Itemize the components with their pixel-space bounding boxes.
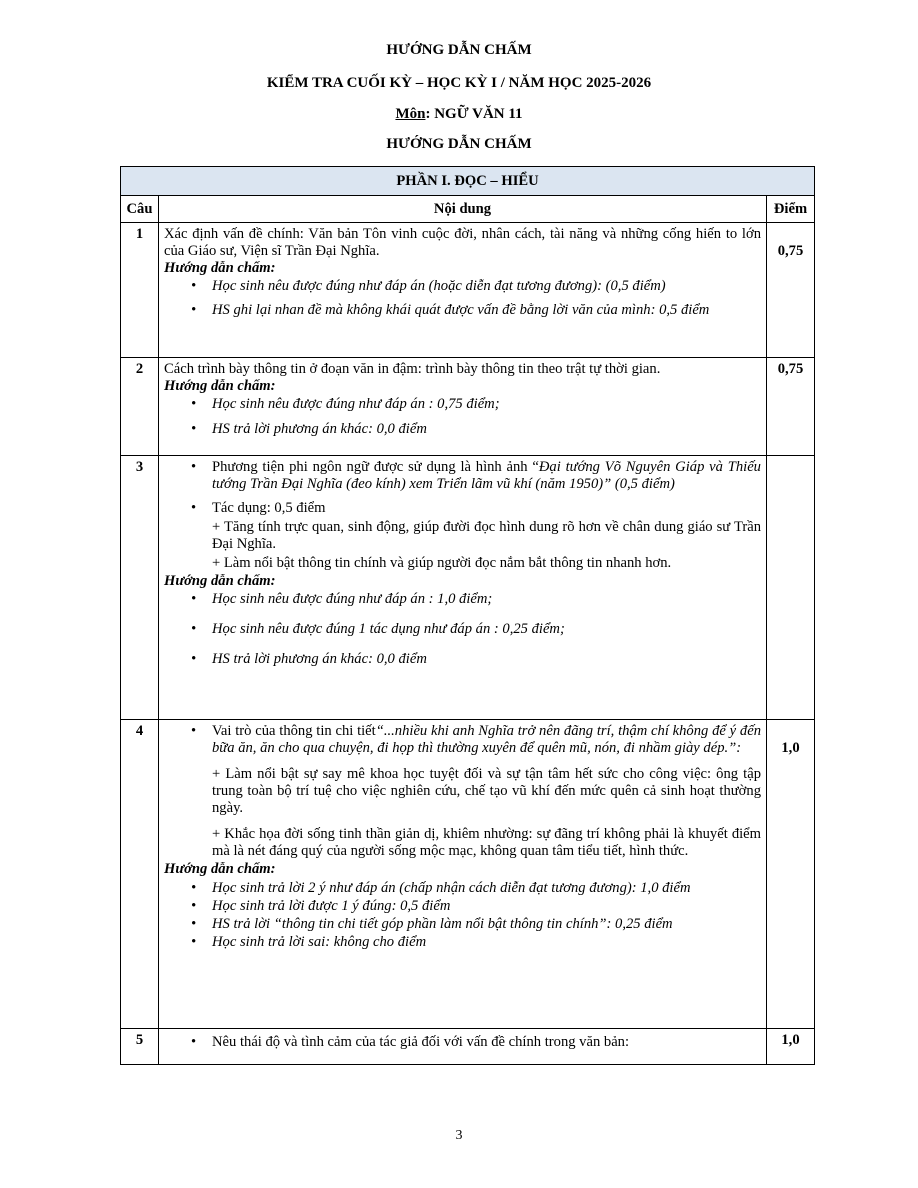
answer-bullet-italic: “...nhiều khi anh Nghĩa trở nên đãng trí, thậm chí không để ý đến bữa ăn, ăn cho qua chuyện, đi họp thì thường xuyên để quên mũ, nón, đi nhầm giày dép.”:	[212, 723, 761, 756]
answer-content	[159, 1029, 767, 1065]
col-header-score: Điểm	[767, 196, 815, 223]
section-title: PHẦN I. ĐỌC – HIỂU	[121, 167, 815, 196]
score-value: 0,75	[767, 223, 815, 358]
doc-heading: HƯỚNG DẪN CHẤM	[386, 136, 532, 152]
question-number: 4	[121, 720, 159, 1029]
question-number: 1	[121, 223, 159, 358]
subject-line	[0, 106, 918, 123]
answer-bullet: • Nêu thái độ và tình cảm của tác giả đối với vấn đề chính trong văn bản:	[164, 1034, 761, 1051]
guide-item: • HS trả lời “thông tin chi tiết góp phần làm nổi bật thông tin chính”: 0,25 điểm	[164, 916, 761, 933]
guide-item: • HS ghi lại nhan đề mà không khái quát được vấn đề bằng lời văn của mình: 0,5 điểm	[164, 302, 761, 319]
score-value: 0,75	[767, 358, 815, 456]
table-row	[121, 456, 815, 720]
answer-point: + Làm nổi bật sự say mê khoa học tuyệt đối và sự tận tâm hết sức cho công việc: ông tập trung toàn bộ trí tuệ cho việc nghiên cứu, chế tạo vũ khí đến mức quên cả sinh hoạt thường ngày.	[212, 766, 761, 816]
answer-bullet	[164, 723, 761, 757]
answer-bullet-text: Vai trò của thông tin chi tiết	[212, 723, 376, 739]
question-number: 2	[121, 358, 159, 456]
answer-content	[159, 720, 767, 1029]
table-row	[121, 358, 815, 456]
answer-bullet	[164, 459, 761, 493]
guide-item: • Học sinh nêu được đúng như đáp án : 1,0 điểm;	[164, 591, 761, 608]
grading-table	[120, 166, 815, 1065]
guide-item: • Học sinh trả lời sai: không cho điểm	[164, 934, 761, 951]
answer-point: + Tăng tính trực quan, sinh động, giúp đười đọc hình dung rõ hơn về chân dung giáo sư Trần Đại Nghĩa.	[212, 519, 761, 552]
subject-label: Môn	[395, 106, 426, 122]
guide-label: Hướng dẫn chấm:	[164, 378, 276, 394]
table-row	[121, 720, 815, 1029]
doc-subtitle: KIỂM TRA CUỐI KỲ – HỌC KỲ I / NĂM HỌC 2025-2026	[266, 75, 652, 91]
answer-bullet-italic: Đại tướng Võ Nguyên Giáp và Thiếu tướng Trần Đại Nghĩa (đeo kính) xem Triển lãm vũ khí (năm 1950)” (0,5 điểm)	[212, 459, 761, 492]
guide-label: Hướng dẫn chấm:	[164, 861, 276, 877]
answer-content	[159, 456, 767, 720]
guide-item: • HS trả lời phương án khác: 0,0 điểm	[164, 651, 761, 668]
col-header-content: Nội dung	[159, 196, 767, 223]
answer-content	[159, 223, 767, 358]
score-value	[767, 456, 815, 720]
guide-item: • Học sinh nêu được đúng 1 tác dụng như đáp án : 0,25 điểm;	[164, 621, 761, 638]
answer-bullet-text: Phương tiện phi ngôn ngữ được sử dụng là hình ảnh “	[212, 459, 539, 475]
answer-content	[159, 358, 767, 456]
guide-item: • Học sinh trả lời 2 ý như đáp án (chấp nhận cách diễn đạt tương đương): 1,0 điểm	[164, 880, 761, 897]
col-header-question: Câu	[121, 196, 159, 223]
score-value: 1,0	[767, 720, 815, 1029]
guide-item: • Học sinh nêu được đúng như đáp án (hoặc diễn đạt tương đương): (0,5 điểm)	[164, 278, 761, 295]
guide-label: Hướng dẫn chấm:	[164, 260, 276, 276]
answer-point: + Khắc họa đời sống tinh thần giản dị, khiêm nhường: sự đãng trí không phải là khuyết điểm mà là nét đáng quý của người sống mộc mạc, không quan tâm tiểu tiết, hình thức.	[212, 826, 761, 859]
answer-text: Cách trình bày thông tin ở đoạn văn in đậm: trình bày thông tin theo trật tự thời gian.	[164, 361, 661, 377]
score-value: 1,0	[767, 1029, 815, 1065]
guide-item: • HS trả lời phương án khác: 0,0 điểm	[164, 421, 761, 438]
subject-value: : NGỮ VĂN 11	[425, 106, 523, 122]
guide-item: • Học sinh trả lời được 1 ý đúng: 0,5 điểm	[164, 898, 761, 915]
table-row	[121, 223, 815, 358]
doc-title: HƯỚNG DẪN CHẤM	[386, 42, 532, 58]
question-number: 5	[121, 1029, 159, 1065]
table-row	[121, 1029, 815, 1065]
guide-label: Hướng dẫn chấm:	[164, 573, 276, 589]
page-number: 3	[455, 1128, 463, 1143]
guide-item: • Học sinh nêu được đúng như đáp án : 0,75 điểm;	[164, 396, 761, 413]
question-number: 3	[121, 456, 159, 720]
answer-bullet: • Tác dụng: 0,5 điểm	[164, 500, 761, 517]
answer-text: Xác định vấn đề chính: Văn bản Tôn vinh cuộc đời, nhân cách, tài năng và những cống hiến to lớn của Giáo sư, Viện sĩ Trần Đại Nghĩa.	[164, 226, 761, 259]
answer-point: + Làm nổi bật thông tin chính và giúp người đọc nắm bắt thông tin nhanh hơn.	[212, 555, 672, 571]
